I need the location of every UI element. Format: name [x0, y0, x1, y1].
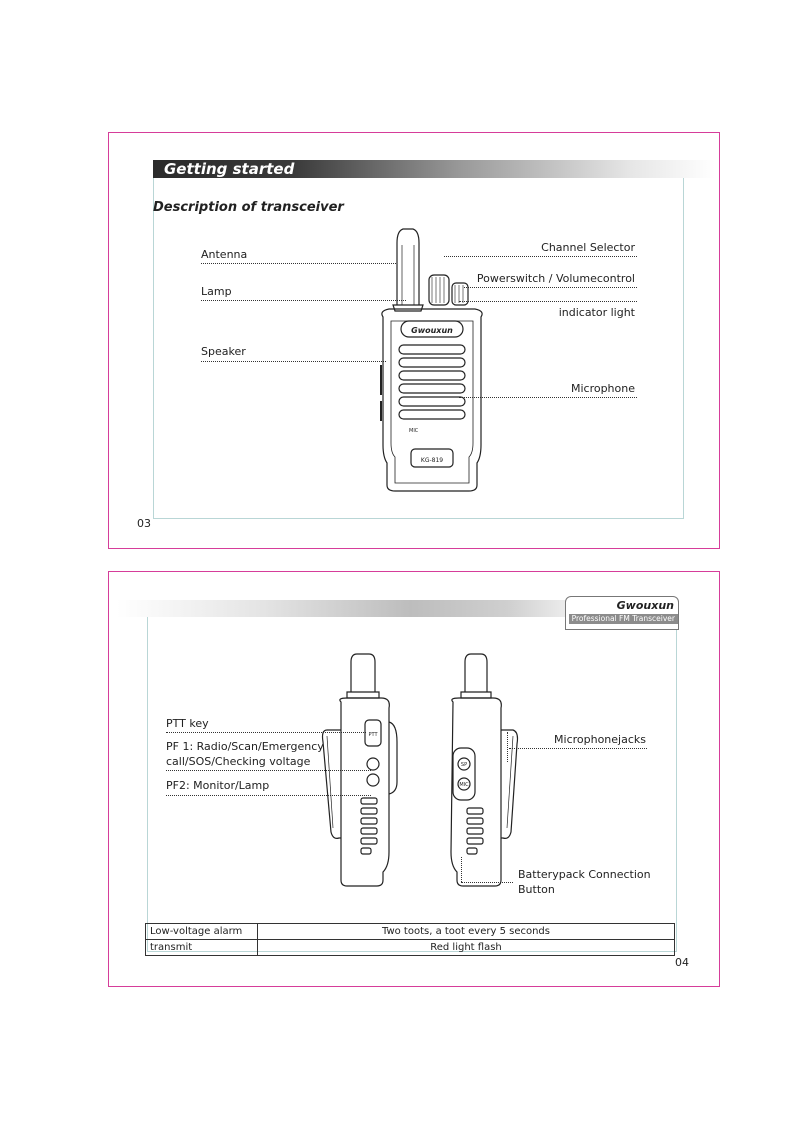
leader-antenna — [201, 263, 396, 264]
label-battery-line2: Button — [518, 883, 555, 896]
header-gray-bar — [117, 600, 605, 617]
status-table — [145, 923, 675, 956]
label-speaker: Speaker — [201, 345, 246, 358]
label-pf2: PF2: Monitor/Lamp — [166, 779, 270, 792]
table-cell-condition: Low-voltage alarm — [146, 924, 258, 940]
label-power-volume: Powerswitch / Volumecontrol — [476, 272, 635, 285]
brand-subtitle: Professional FM Transceiver — [569, 614, 678, 624]
header-title: Getting started — [164, 160, 295, 178]
label-battery-line1: Batterypack Connection — [518, 868, 651, 881]
label-pf1-line1: PF 1: Radio/Scan/Emergency — [166, 740, 324, 753]
device-model: KG-819 — [420, 457, 444, 464]
label-ptt-key: PTT key — [166, 717, 209, 730]
page-number: 03 — [137, 517, 151, 530]
table-cell-indication: Red light flash — [258, 940, 675, 956]
page-04-panel — [108, 571, 720, 987]
leader-mic-jacks-bracket — [507, 732, 508, 762]
label-microphone: Microphone — [570, 382, 635, 395]
brand-logo: Gwouxun — [616, 599, 674, 612]
page-03-panel — [108, 132, 720, 549]
label-indicator-light: indicator light — [558, 306, 635, 319]
label-lamp: Lamp — [201, 285, 232, 298]
table-row — [146, 940, 675, 956]
device-mic-mark: MIC — [459, 782, 469, 788]
table-cell-indication: Two toots, a toot every 5 seconds — [258, 924, 675, 940]
table-row — [146, 924, 675, 940]
label-antenna: Antenna — [201, 248, 248, 261]
table-cell-condition: transmit — [146, 940, 258, 956]
leader-speaker — [201, 361, 386, 362]
device-sp-mark: SP — [460, 762, 468, 768]
device-ptt-mark: PTT — [368, 732, 378, 738]
page-number: 04 — [675, 956, 689, 969]
brand-box — [565, 596, 679, 630]
radio-front-illustration — [369, 225, 499, 495]
leader-mic-jacks — [509, 748, 647, 749]
label-channel-selector: Channel Selector — [541, 241, 635, 254]
device-brand: Gwouxun — [411, 326, 453, 335]
radio-side-views-illustration — [317, 652, 527, 892]
label-pf1-line2: call/SOS/Checking voltage — [166, 755, 311, 768]
section-title: Description of transceiver — [153, 200, 344, 215]
device-mic-mark: MIC — [409, 428, 419, 434]
label-mic-jacks: Microphonejacks — [554, 733, 646, 746]
